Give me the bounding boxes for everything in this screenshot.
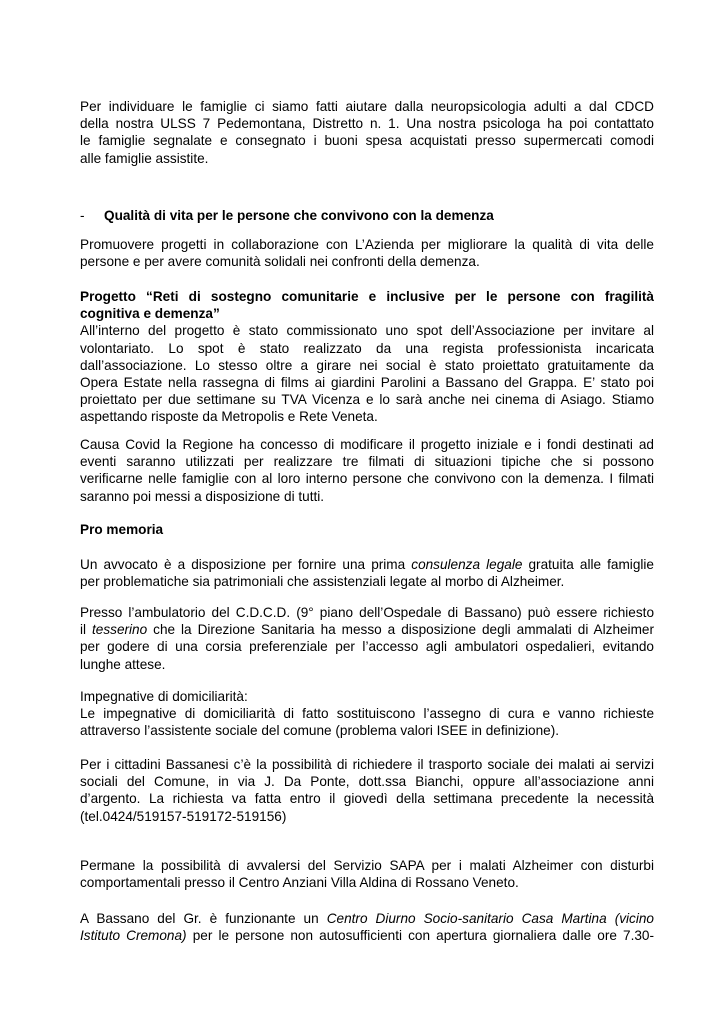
text-line: per problematiche sia patrimoniali che assistenziali legate al morbo di Alzheimer. (80, 574, 565, 590)
text-line (80, 621, 654, 638)
text-line: Presso l’ambulatorio del C.D.C.D. (9° piano dell’Ospedale di Bassano) può essere richiesto (80, 605, 654, 620)
text-line (80, 556, 654, 573)
text-line: volontariato. Lo spot è stato realizzato da una regista professionista incaricata (80, 340, 654, 356)
text-line: per godere di una corsia preferenziale per l’accesso agli ambulatori ospedalieri, evitando (80, 639, 654, 655)
text-line: persone e per avere comunità solidali nei confronti della demenza. (80, 254, 480, 270)
text-line: attraverso l’assistente sociale del comune (problema valori ISEE in definizione). (80, 723, 560, 739)
text-segment: per le persone non autosufficienti con apertura giornaliera dalle ore 7.30- (186, 928, 654, 944)
centro-diurno-emphasis: Centro Diurno Socio-sanitario Casa Martina (vicino (326, 911, 654, 926)
ambulatorio-paragraph (80, 604, 654, 673)
text-line: sociali del Comune, in via J. Da Ponte, dott.ssa Bianchi, oppure all’associazione anni (80, 774, 654, 790)
project-paragraph (80, 288, 654, 426)
text-segment: A Bassano del Gr. è funzionante un (80, 911, 327, 926)
project-title-line: cognitiva e demenza” (80, 306, 220, 322)
promote-paragraph (80, 236, 654, 270)
text-line (80, 927, 654, 944)
istituto-emphasis: Istituto Cremona) (80, 928, 187, 944)
bassanesi-paragraph (80, 756, 654, 825)
covid-paragraph (80, 436, 654, 505)
intro-paragraph (80, 98, 654, 167)
text-line: dall’associazione. Lo stesso oltre a girare nei social è stato proiettato gratuitamente da (80, 357, 654, 373)
project-title-line: Progetto “Reti di sostegno comunitarie e inclusive per le persone con fragilità (80, 289, 654, 304)
centro-diurno-paragraph (80, 910, 654, 944)
section-heading-quality: Qualità di vita per le persone che convivono con la demenza (104, 208, 494, 223)
text-line (80, 910, 654, 927)
text-line: (tel.0424/519157-519172-519156) (80, 808, 287, 824)
text-line: Per i cittadini Bassanesi c’è la possibilità di richiedere il trasporto sociale dei malati ai servizi (80, 757, 654, 772)
text-line: proiettato per due settimane su TVA Vicenza e lo sarà anche nei cinema di Asiago. Stiamo (80, 392, 654, 408)
impegnative-paragraph (80, 688, 654, 740)
text-line: lunghe attese. (80, 656, 166, 672)
text-line: saranno poi messi a disposizione di tutti. (80, 488, 325, 504)
text-line: Causa Covid la Regione ha concesso di modificare il progetto iniziale e i fondi destinati ad (80, 437, 654, 452)
text-line: aspettando risposte da Metropolis e Rete Veneta. (80, 409, 378, 425)
text-line: eventi saranno utilizzati per realizzare tre filmati di situazioni tipiche che si possono (80, 454, 654, 470)
text-line: comportamentali presso il Centro Anziani Villa Aldina di Rossano Veneto. (80, 875, 519, 891)
text-segment: Un avvocato è a disposizione per fornire una prima (80, 557, 412, 572)
text-segment: che la Direzione Sanitaria ha messo a disposizione degli ammalati di Alzheimer (147, 622, 654, 638)
pro-memoria-heading: Pro memoria (80, 522, 164, 537)
text-line: verificarne nelle famiglie con al loro interno persone che convivono con la demenza. I filmati (80, 471, 654, 487)
text-line: Promuovere progetti in collaborazione con L’Azienda per migliorare la qualità di vita delle (80, 237, 654, 252)
legal-consulting-emphasis: consulenza legale (411, 557, 523, 572)
text-line: Permane la possibilità di avvalersi del Servizio SAPA per i malati Alzheimer con disturbi (80, 858, 654, 873)
tesserino-emphasis: tesserino (92, 622, 148, 638)
sapa-paragraph (80, 857, 654, 891)
text-line: Le impegnative di domiciliarità di fatto sostituiscono l’assegno di cura e vanno richieste (80, 706, 654, 722)
text-line: Impegnative di domiciliarità: (80, 689, 248, 704)
lawyer-paragraph (80, 556, 654, 590)
text-line: d’argento. La richiesta va fatta entro il giovedì della settimana precedente la necessità (80, 791, 654, 807)
text-line: Per individuare le famiglie ci siamo fatti aiutare dalla neuropsicologia adulti a dal CDCD (80, 99, 654, 114)
text-line: All’interno del progetto è stato commissionato uno spot dell’Associazione per invitare al (80, 323, 654, 339)
text-segment: il (80, 622, 93, 638)
text-line: le famiglie segnalate e consegnato i buoni spesa acquistati presso supermercati comodi (80, 133, 654, 149)
text-segment: gratuita alle famiglie (522, 557, 654, 572)
text-line: alle famiglie assistite. (80, 150, 209, 166)
list-dash: - (80, 208, 85, 223)
text-line: della nostra ULSS 7 Pedemontana, Distretto n. 1. Una nostra psicologa ha poi contattato (80, 116, 654, 132)
text-line: Opera Estate nella rassegna di films ai giardini Parolini a Bassano del Grappa. E’ stato poi (80, 375, 654, 391)
